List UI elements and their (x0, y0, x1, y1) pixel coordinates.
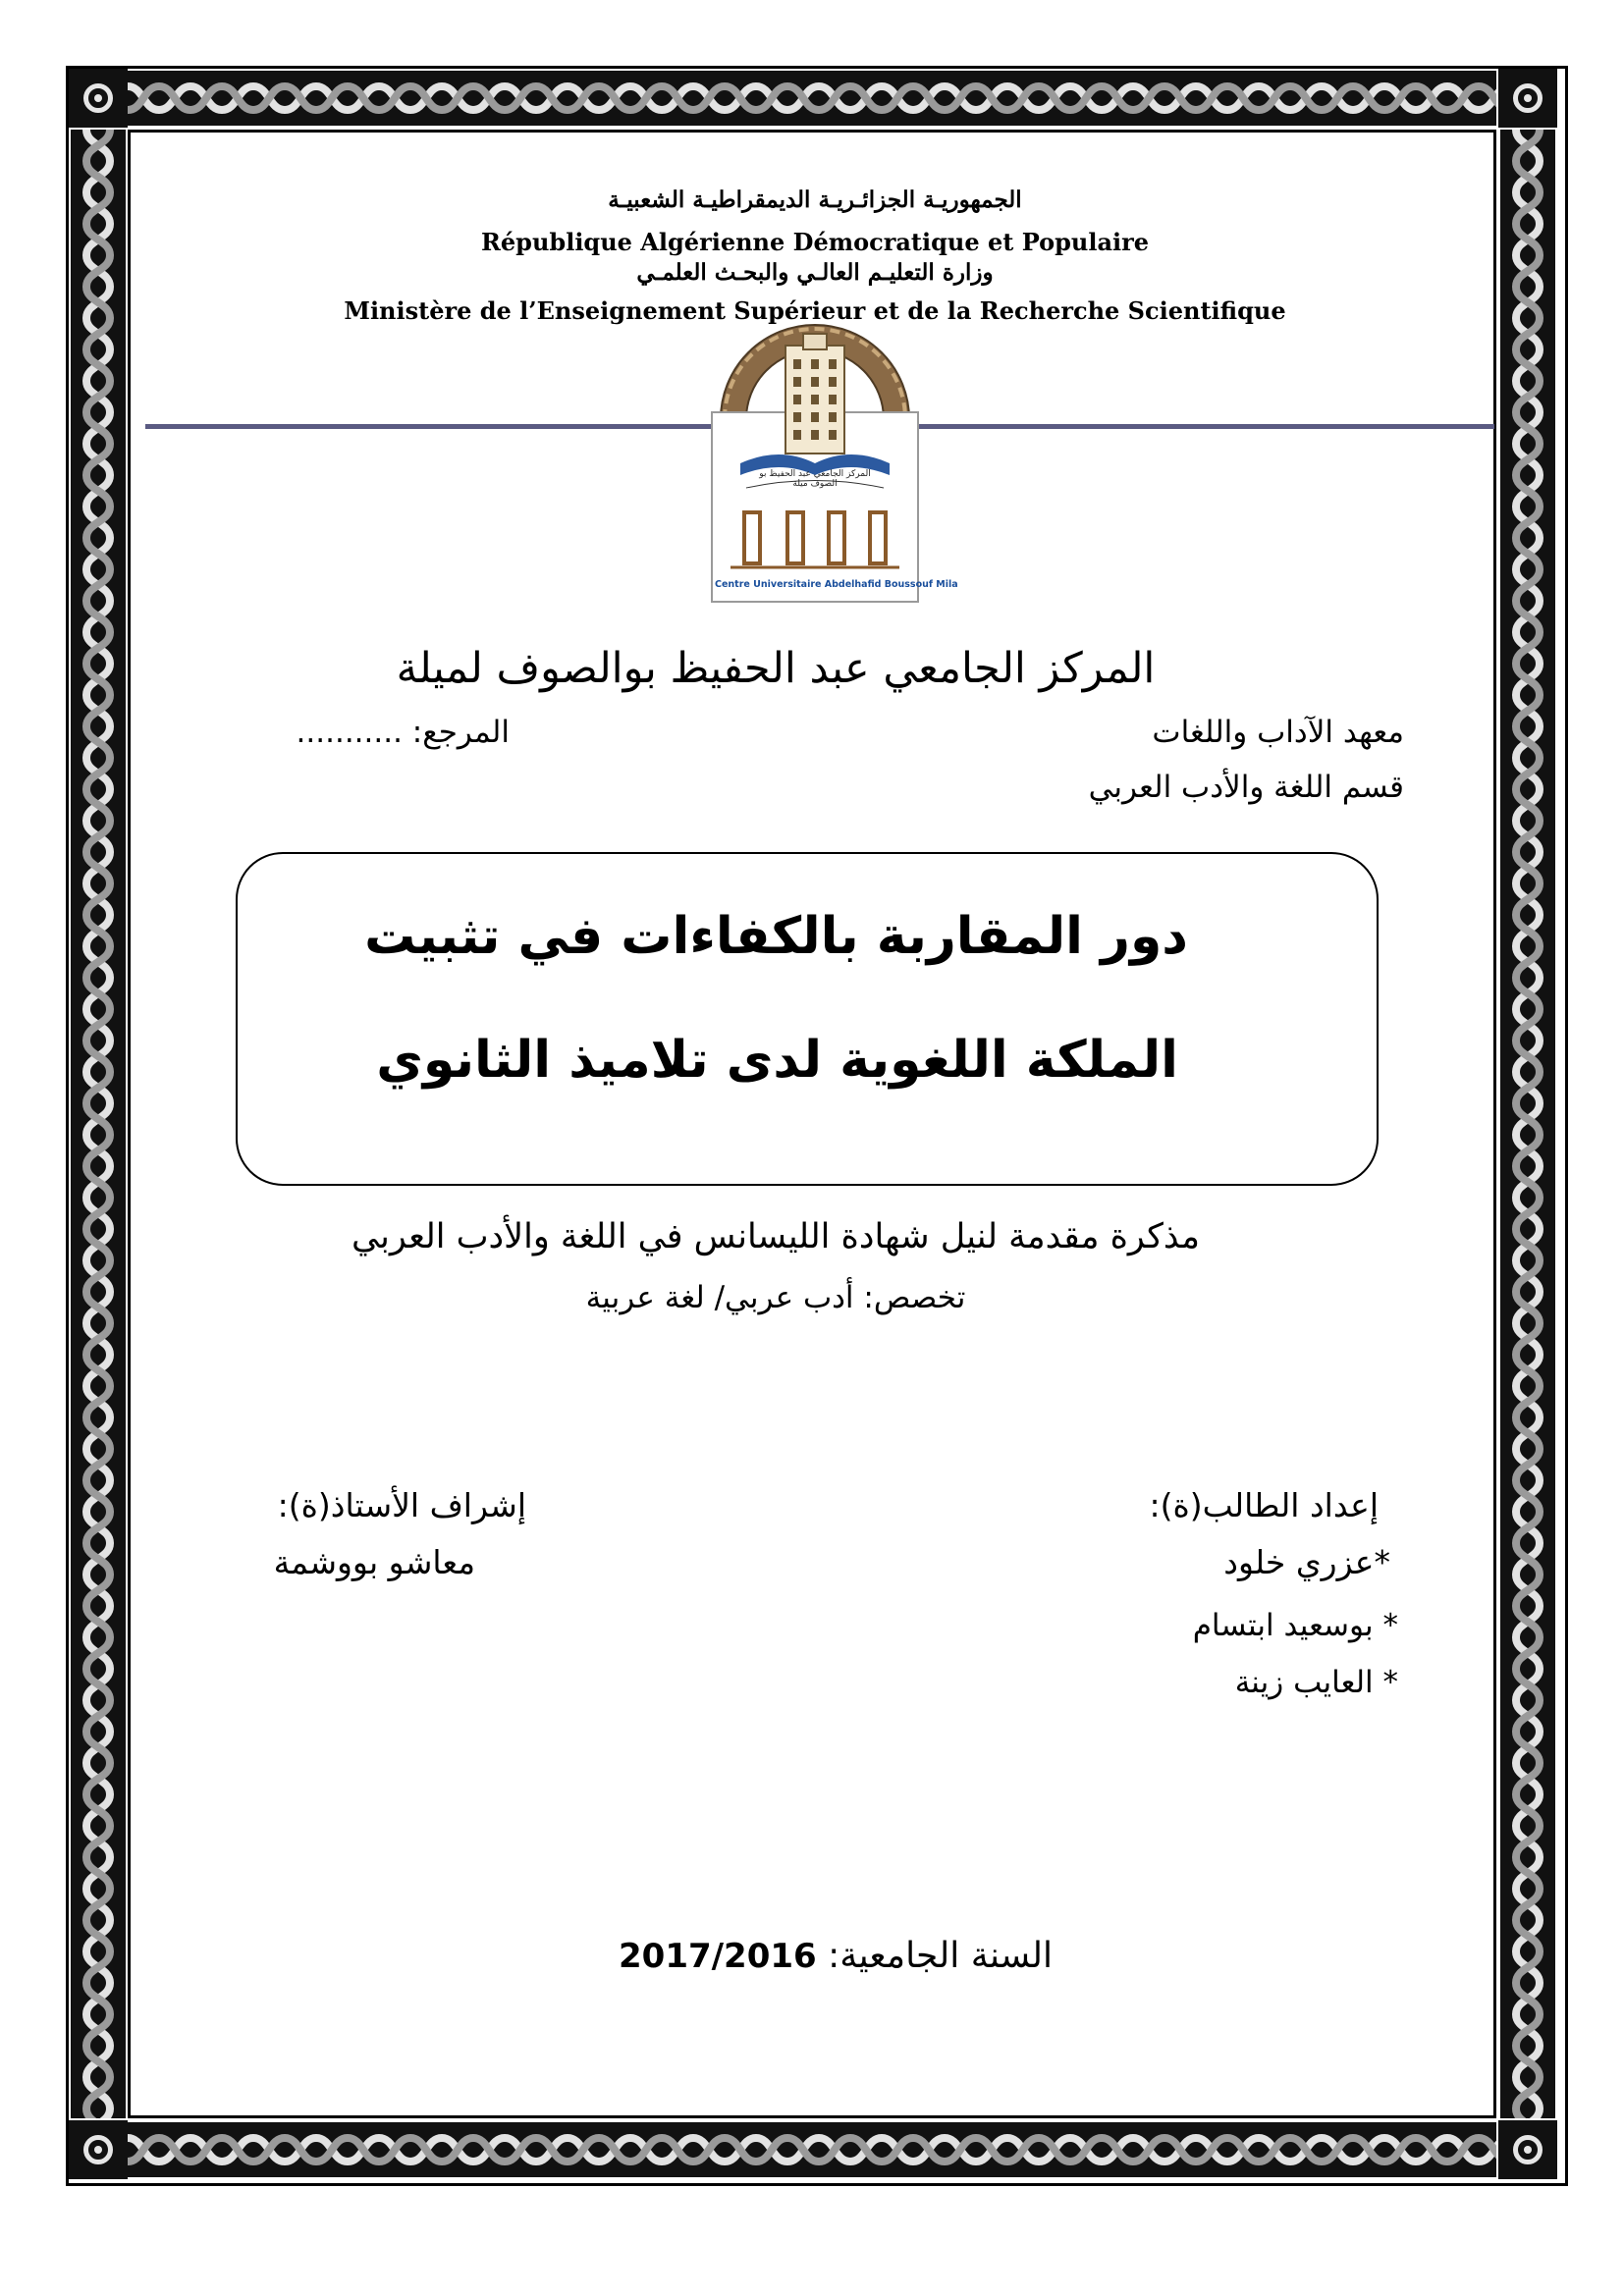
border-band-bottom (128, 2122, 1496, 2177)
students-label: إعداد الطالب(ة): (1149, 1486, 1379, 1524)
institute-name: معهد الآداب واللغات (1152, 715, 1404, 750)
border-band-top (128, 71, 1496, 126)
academic-year (619, 1936, 1053, 1976)
corner-ornament-bottom-right (1498, 2120, 1557, 2179)
degree-statement: مذكرة مقدمة لنيل شهادة الليسانس في اللغة والأدب العربي (351, 1217, 1201, 1256)
student-name-2: * بوسعيد ابتسام (1192, 1608, 1398, 1643)
student-name-3: * العايب زينة (1234, 1665, 1398, 1700)
chain-pattern-right (1500, 130, 1555, 2118)
header-rule-left (145, 424, 715, 429)
header-rule-right (915, 424, 1494, 429)
ministry-name-arabic: وزارة التعليـم العالـي والبحـث العلمـي (636, 259, 994, 286)
corner-ornament-top-left (69, 69, 128, 128)
student-name-1: *عزري خلود (1223, 1543, 1390, 1581)
university-logo-graphic (711, 316, 958, 603)
chain-pattern-top (128, 71, 1496, 126)
specialty: تخصص: أدب عربي/ لغة عربية (585, 1280, 966, 1315)
republic-name-arabic: الجمهوريـة الجزائـريـة الديمقراطيـة الشعبيـة (608, 187, 1022, 213)
thesis-title-line-2: الملكة اللغوية لدى تلاميذ الثانوي (376, 1031, 1178, 1090)
corner-ornament-top-right (1498, 69, 1557, 128)
thesis-title-line-1: دور المقاربة بالكفاءات في تثبيت (364, 907, 1188, 966)
reference-number: المرجع: ........... (296, 715, 510, 750)
border-band-right (1500, 130, 1555, 2118)
university-logo (711, 316, 958, 603)
supervisor-name: معاشو بووشمة (273, 1543, 475, 1581)
republic-name-french: République Algérienne Démocratique et Populaire (480, 228, 1150, 256)
supervisor-label: إشراف الأستاذ(ة): (277, 1486, 526, 1524)
ministry-name-french: Ministère de l’Enseignement Supérieur et de la Recherche Scientifique (344, 296, 1286, 325)
corner-ornament-bottom-left (69, 2120, 128, 2179)
thesis-title-box (236, 852, 1379, 1186)
academic-year-value: 2017/2016 (619, 1937, 817, 1976)
department-name: قسم اللغة والأدب العربي (1088, 770, 1404, 805)
academic-year-label: السنة الجامعية: (828, 1936, 1053, 1976)
chain-pattern-bottom (128, 2122, 1496, 2177)
logo-arc-caption: المركز الجامعي عبد الحفيظ بو الصوف ميلة (759, 469, 871, 489)
chain-pattern-left (71, 130, 126, 2118)
logo-caption: Centre Universitaire Abdelhafid Boussouf Mila (715, 579, 958, 590)
border-band-left (71, 130, 126, 2118)
university-center-name: المركز الجامعي عبد الحفيظ بوالصوف لميلة (396, 644, 1156, 693)
